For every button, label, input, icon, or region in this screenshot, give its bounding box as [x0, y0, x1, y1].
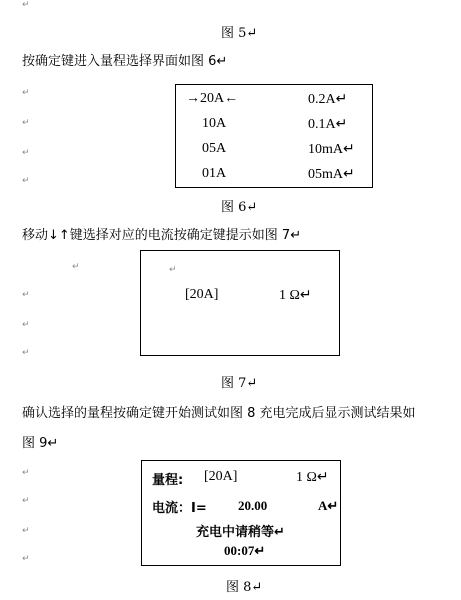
selected-range: [20A] [204, 469, 238, 484]
paragraph-mark: ↵ [22, 176, 30, 186]
current-unit: A↵ [318, 498, 339, 513]
figure-8-caption: 图 8↵ [226, 580, 263, 595]
range-option-05a: 05A [202, 141, 227, 156]
paragraph-mark: ↵ [22, 554, 30, 564]
current-value: 20.00 [238, 498, 268, 513]
paragraph-mark: ↵ [169, 265, 177, 275]
figure-6-caption: 图 6↵ [221, 200, 258, 215]
range-label: 量程: [152, 473, 184, 488]
paragraph-mark: ↵ [22, 148, 30, 158]
paragraph-mark: ↵ [72, 262, 80, 272]
charging-status: 充电中请稍等↵ [196, 525, 285, 540]
paragraph-mark: ↵ [22, 496, 30, 506]
figure-6-range-selection-screen [175, 84, 373, 188]
range-option-01a: 01A [202, 166, 227, 181]
selected-range: [20A] [185, 287, 219, 302]
figure-7-range-confirm-screen [140, 250, 340, 356]
paragraph-mark: ↵ [22, 320, 30, 330]
figure-7-caption: 图 7↵ [221, 376, 258, 391]
paragraph-enter-range-selection: 按确定键进入量程选择界面如图 6↵ [22, 54, 228, 69]
range-option-05ma: 05mA↵ [308, 167, 355, 182]
figure-5-caption: 图 5↵ [221, 26, 258, 41]
paragraph-mark: ↵ [22, 526, 30, 536]
range-option-0-2a: 0.2A↵ [308, 92, 348, 107]
resistance-value: 1 Ω↵ [296, 470, 329, 485]
figure-8-charging-screen [141, 460, 341, 566]
paragraph-move-keys: 移动↓↑键选择对应的电流按确定键提示如图 7↵ [22, 228, 302, 243]
paragraph-mark: ↵ [22, 348, 30, 358]
range-option-10ma: 10mA↵ [308, 142, 355, 157]
elapsed-time: 00:07↵ [224, 543, 266, 558]
current-label: 电流：I= [152, 501, 207, 516]
paragraph-start-test-continued: 图 9↵ [22, 436, 59, 451]
range-option-0-1a: 0.1A↵ [308, 117, 348, 132]
range-option-20a-selected: →20A← [186, 91, 239, 106]
range-option-10a: 10A [202, 116, 227, 131]
paragraph-mark: ↵ [22, 468, 30, 478]
paragraph-mark: ↵ [22, 290, 30, 300]
resistance-value: 1 Ω↵ [279, 288, 312, 303]
paragraph-mark: ↵ [22, 88, 30, 98]
paragraph-start-test: 确认选择的量程按确定键开始测试如图 8 充电完成后显示测试结果如 [22, 406, 416, 421]
paragraph-mark: ↵ [22, 0, 30, 10]
paragraph-mark: ↵ [22, 118, 30, 128]
